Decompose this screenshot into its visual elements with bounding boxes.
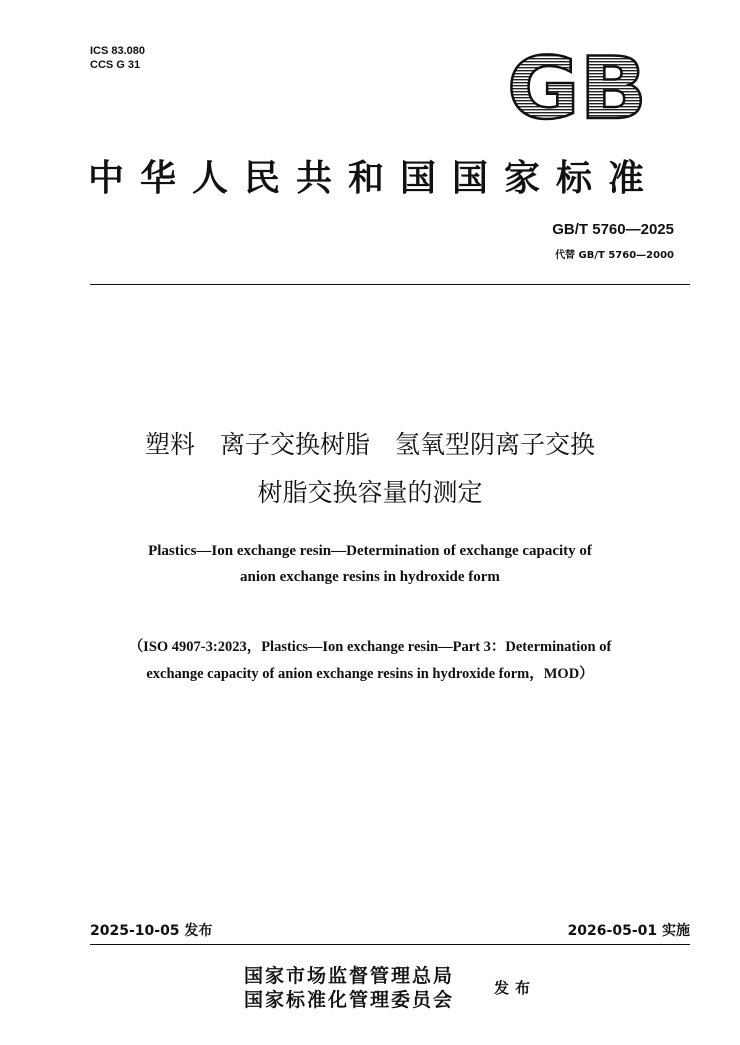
issuer-sac: 国家标准化管理委员会 — [244, 989, 455, 1011]
standard-organization-title: 中华人民共和国国家标准 — [88, 157, 661, 199]
footer-divider — [90, 944, 690, 945]
header-divider — [90, 284, 690, 285]
standard-number: GB/T 5760—2025 — [552, 221, 674, 238]
iso-reference-line2: exchange capacity of anion exchange resins in hydroxide form，MOD） — [146, 666, 594, 682]
title-cn-line2: 树脂交换容量的测定 — [257, 478, 483, 507]
publication-date: 2025-10-05 发布 — [90, 923, 213, 939]
title-en-line1: Plastics—Ion exchange resin—Determination of exchange capacity of — [148, 543, 592, 559]
gb-logo — [504, 46, 650, 126]
issuer-samr: 国家市场监督管理总局 — [244, 965, 455, 987]
classification-codes — [90, 44, 145, 72]
issuing-bodies — [244, 964, 454, 1012]
implementation-date: 2026-05-01 实施 — [567, 923, 690, 939]
title-en-line2: anion exchange resins in hydroxide form — [240, 569, 500, 585]
replaces-standard: 代替 GB/T 5760—2000 — [555, 250, 674, 261]
title-cn-line1: 塑料 离子交换树脂 氢氧型阴离子交换 — [144, 430, 595, 459]
issue-label: 发布 — [494, 979, 537, 997]
ics-code: ICS 83.080 — [90, 45, 146, 57]
iso-reference-line1: （ISO 4907-3:2023，Plastics—Ion exchange resin—Part 3：Determination of — [128, 639, 612, 655]
ccs-code: CCS G 31 — [90, 59, 141, 71]
gb-logo-text: GB — [507, 46, 647, 126]
